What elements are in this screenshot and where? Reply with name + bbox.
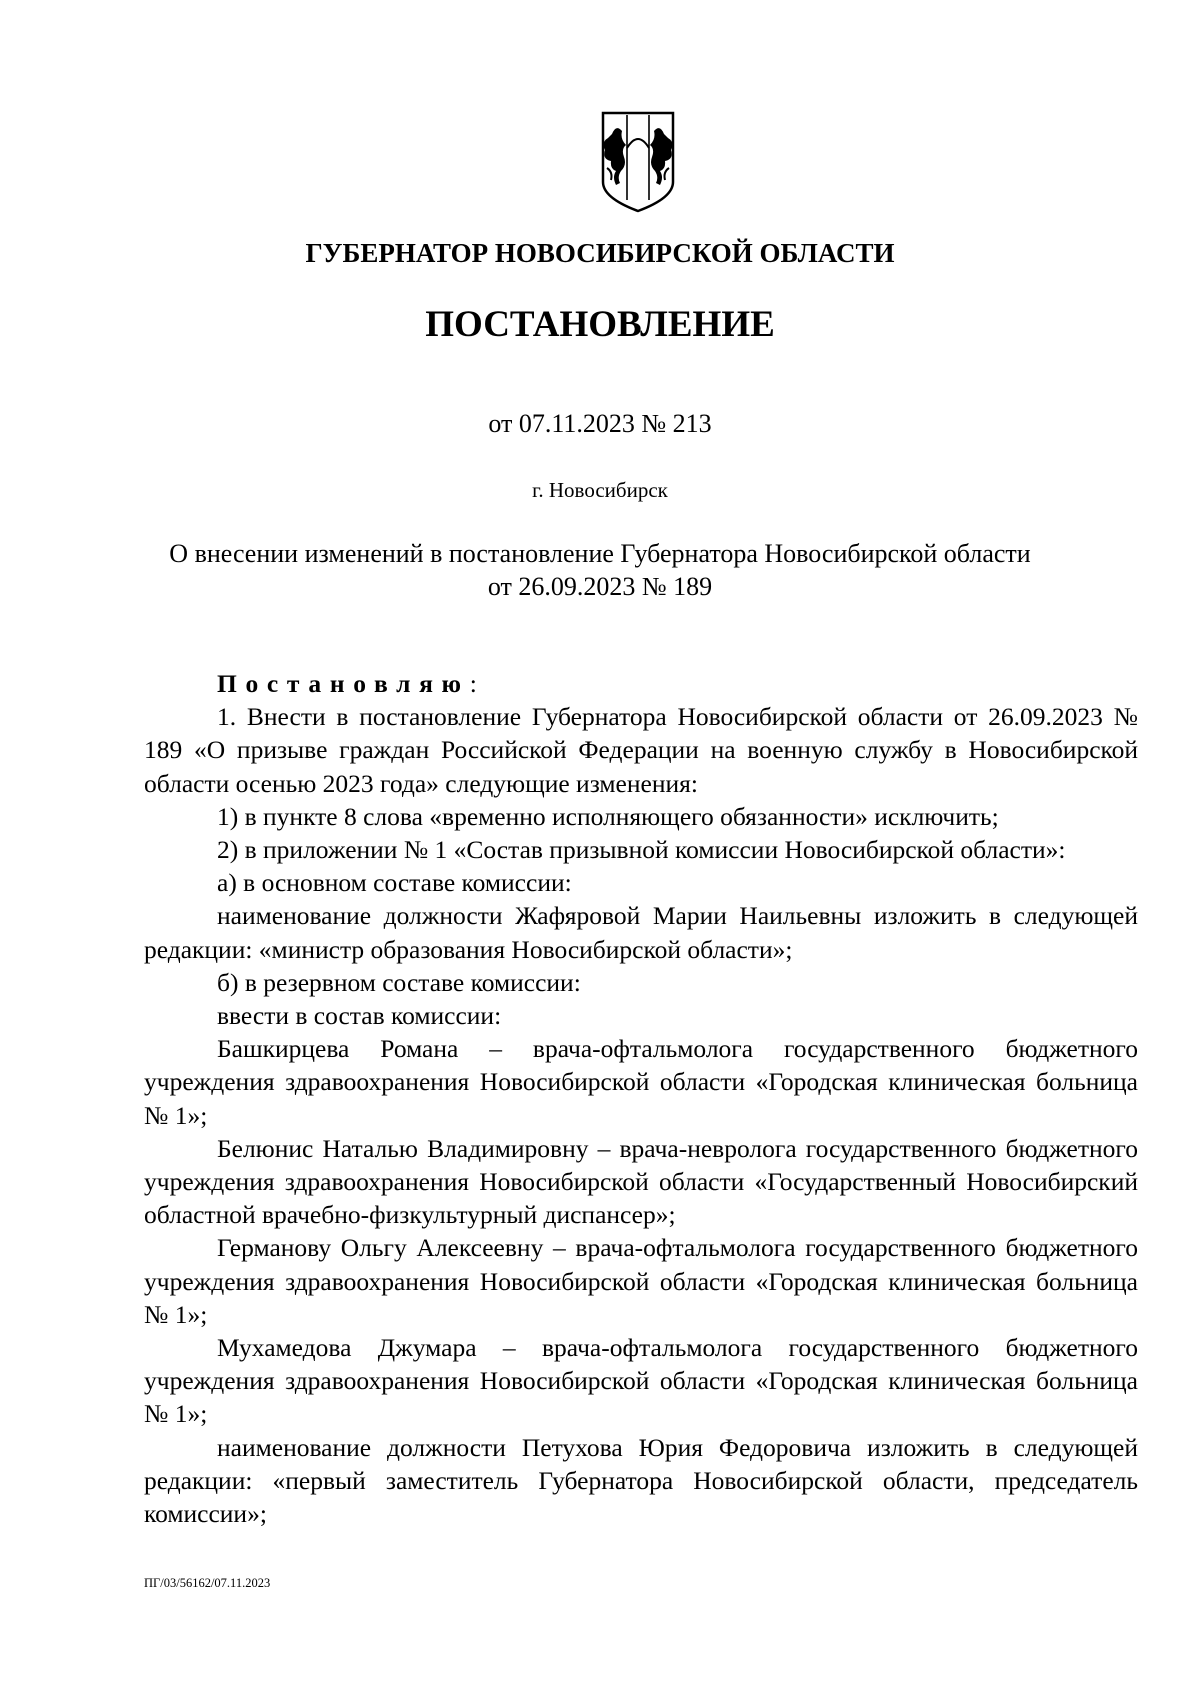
document-subject [0,537,1200,603]
body-paragraph: а) в основном составе комиссии: [217,868,572,898]
decree-word: Постановляю [217,669,470,698]
decree-heading [144,667,1138,700]
subject-line-2: от 26.09.2023 № 189 [487,572,713,601]
body-paragraph: наименование должности Петухова Юрия Федоровича изложить в следующей редакции: «первый заместитель Губернатора Новосибирской области, председатель комиссии»; [144,1432,1138,1529]
document-date-number: от 07.11.2023 № 213 [488,409,712,438]
subject-line-1: О внесении изменений в постановление Губернатора Новосибирской области [169,539,1031,568]
body-paragraph: 1) в пункте 8 слова «временно исполняющего обязанности» исключить; [217,801,999,831]
document-city: г. Новосибирск [532,478,668,502]
body-paragraph: 2) в приложении № 1 «Состав призывной комиссии Новосибирской области»: [217,835,1066,865]
body-paragraph: наименование должности Жафяровой Марии Наильевны изложить в следующей редакции: «министр образования Новосибирской области»; [144,901,1138,964]
body-paragraph: Мухамедова Джумара – врача-офтальмолога государственного бюджетного учреждения здравоохранения Новосибирской области «Городская клиническая больница № 1»; [144,1333,1138,1429]
body-paragraph: б) в резервном составе комиссии: [217,967,581,997]
footer-document-code: ПГ/03/56162/07.11.2023 [144,1576,271,1590]
coat-of-arms-icon [600,110,676,214]
body-paragraph: 1. Внести в постановление Губернатора Новосибирской области от 26.09.2023 № 189 «О призыве граждан Российской Федерации на военную службу в Новосибирской области осенью 2023 года» следующие изменения: [144,702,1138,798]
body-paragraph: Германову Ольгу Алексеевну – врача-офтальмолога государственного бюджетного учреждения здравоохранения Новосибирской области «Городская клиническая больница № 1»; [144,1233,1138,1329]
body-paragraph: ввести в состав комиссии: [217,1001,502,1031]
body-paragraph: Башкирцева Романа – врача-офтальмолога государственного бюджетного учреждения здравоохранения Новосибирской области «Городская клиническая больница № 1»; [144,1034,1138,1130]
document-type-title: ПОСТАНОВЛЕНИЕ [425,304,775,345]
document-body [144,667,1138,1530]
issuing-authority: ГУБЕРНАТОР НОВОСИБИРСКОЙ ОБЛАСТИ [305,238,895,268]
body-paragraph: Белюнис Наталью Владимировну – врача-невролога государственного бюджетного учреждения здравоохранения Новосибирской области «Государственный Новосибирский областной врачебно-физкультурный диспансер»; [144,1133,1138,1230]
decree-colon: : [469,669,477,698]
